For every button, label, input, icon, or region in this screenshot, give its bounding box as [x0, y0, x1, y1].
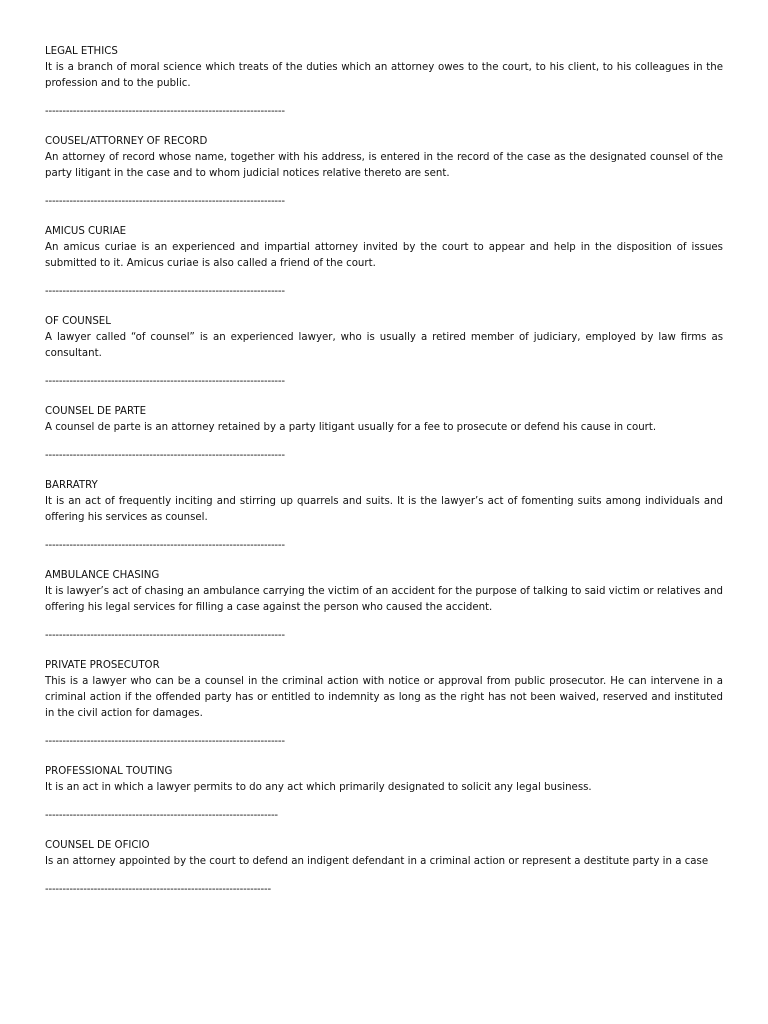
- term-definition: A counsel de parte is an attorney retained by a party litigant usually for a fee to prosecute or defend his cause in court.: [45, 422, 657, 433]
- term-definition: An attorney of record whose name, together with his address, is entered in the record of the case as the designated counsel of the party litigant in the case and to whom judicial notices relative thereto are sent.: [45, 152, 723, 179]
- entry-counsel-de-parte: [45, 404, 723, 464]
- term-definition: A lawyer called “of counsel” is an experienced lawyer, who is usually a retired member of judiciary, employed by law firms as consultant.: [45, 332, 723, 359]
- separator-line: ---------------------------------------------------------------------: [45, 540, 285, 551]
- term-heading: AMBULANCE CHASING: [45, 570, 160, 581]
- separator-line: ---------------------------------------------------------------------: [45, 286, 285, 297]
- document-body: [45, 44, 723, 912]
- term-definition: It is an act of frequently inciting and stirring up quarrels and suits. It is the lawyer’s act of fomenting suits among individuals and offering his services as counsel.: [45, 496, 723, 523]
- term-definition: It is an act in which a lawyer permits to do any act which primarily designated to solicit any legal business.: [45, 782, 592, 793]
- term-heading: COUNSEL DE PARTE: [45, 406, 147, 417]
- separator-line: ---------------------------------------------------------------------: [45, 450, 285, 461]
- entry-attorney-of-record: [45, 134, 723, 210]
- separator-line: ---------------------------------------------------------------------: [45, 196, 285, 207]
- term-heading: PRIVATE PROSECUTOR: [45, 660, 160, 671]
- term-definition: It is a branch of moral science which treats of the duties which an attorney owes to the court, to his client, to his colleagues in the profession and to the public.: [45, 62, 723, 89]
- entry-amicus-curiae: [45, 224, 723, 300]
- separator-line: -----------------------------------------------------------------: [45, 884, 271, 895]
- term-heading: OF COUNSEL: [45, 316, 111, 327]
- term-heading: PROFESSIONAL TOUTING: [45, 766, 173, 777]
- entry-of-counsel: [45, 314, 723, 390]
- separator-line: ---------------------------------------------------------------------: [45, 736, 285, 747]
- separator-line: ---------------------------------------------------------------------: [45, 106, 285, 117]
- term-heading: LEGAL ETHICS: [45, 46, 118, 57]
- entry-counsel-de-oficio: [45, 838, 723, 898]
- term-definition: Is an attorney appointed by the court to defend an indigent defendant in a criminal action or represent a destitute party in a case: [45, 856, 709, 867]
- entry-private-prosecutor: [45, 658, 723, 750]
- term-definition: This is a lawyer who can be a counsel in the criminal action with notice or approval from public prosecutor. He can intervene in a criminal action if the offended party has or entitled to indemnity as long as the right has not been waived, reserved and instituted in the civil action for damages.: [45, 676, 723, 719]
- separator-line: -------------------------------------------------------------------: [45, 810, 278, 821]
- entry-professional-touting: [45, 764, 723, 824]
- separator-line: ---------------------------------------------------------------------: [45, 376, 285, 387]
- term-definition: An amicus curiae is an experienced and impartial attorney invited by the court to appear and help in the disposition of issues submitted to it. Amicus curiae is also called a friend of the court.: [45, 242, 723, 269]
- term-heading: COUSEL/ATTORNEY OF RECORD: [45, 136, 208, 147]
- term-definition: It is lawyer’s act of chasing an ambulance carrying the victim of an accident for the purpose of talking to said victim or relatives and offering his legal services for filling a case against the person who caused the accident.: [45, 586, 723, 613]
- entry-barratry: [45, 478, 723, 554]
- term-heading: BARRATRY: [45, 480, 98, 491]
- separator-line: ---------------------------------------------------------------------: [45, 630, 285, 641]
- entry-ambulance-chasing: [45, 568, 723, 644]
- entry-legal-ethics: [45, 44, 723, 120]
- term-heading: AMICUS CURIAE: [45, 226, 127, 237]
- term-heading: COUNSEL DE OFICIO: [45, 840, 150, 851]
